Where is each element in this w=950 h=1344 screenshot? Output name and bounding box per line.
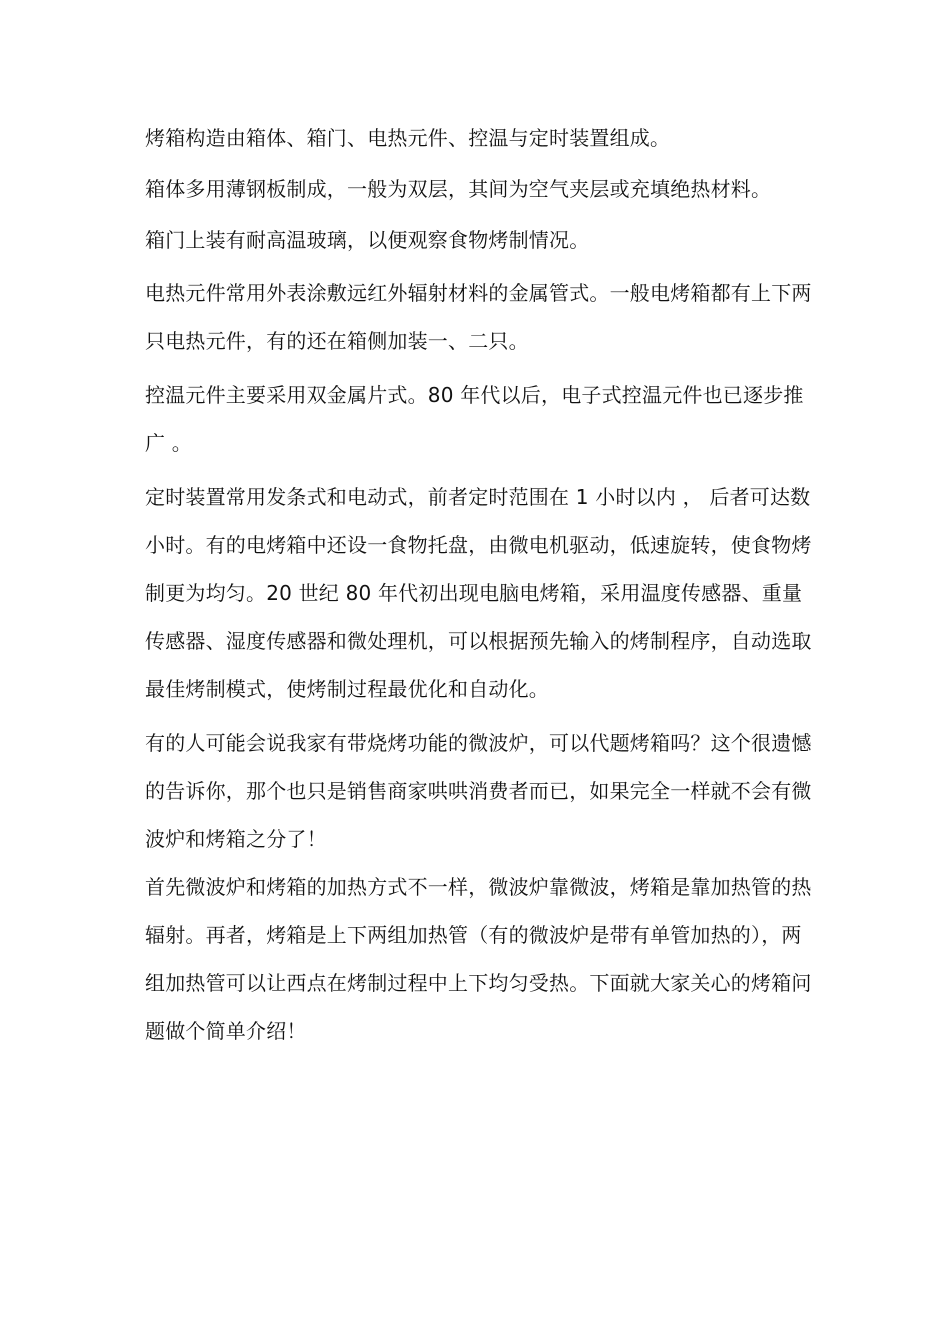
paragraph-oven-body: 箱体多用薄钢板制成，一般为双层，其间为空气夹层或充填绝热材料。 bbox=[145, 177, 772, 201]
paragraph-oven-structure: 烤箱构造由箱体、箱门、电热元件、控温与定时装置组成。 bbox=[145, 126, 671, 150]
document-body bbox=[145, 114, 815, 1055]
paragraph-temperature-control: 控温元件主要采用双金属片式。80 年代以后，电子式控温元件也已逐步推广 。 bbox=[145, 383, 804, 455]
paragraph-timer-device: 定时装置常用发条式和电动式，前者定时范围在 1 小时以内 ， 后者可达数小时。有的电烤箱中还设一食物托盘，由微电机驱动，低速旋转，使食物烤制更为均匀。20 世纪 80 年代初出现电脑电烤箱，采用温度传感器、重量传感器、湿度传感器和微处理机，可以根据预先输入的烤制程序，自动选取最佳烤制模式，使烤制过程最优化和自动化。 bbox=[145, 485, 812, 701]
paragraph-microwave-question: 有的人可能会说我家有带烧烤功能的微波炉，可以代题烤箱吗？这个很遗憾的告诉你，那个也只是销售商家哄哄消费者而已，如果完全一样就不会有微波炉和烤箱之分了！ bbox=[145, 731, 812, 851]
paragraph-oven-door: 箱门上装有耐高温玻璃，以便观察食物烤制情况。 bbox=[145, 228, 590, 252]
paragraph-heating-elements: 电热元件常用外表涂敷远红外辐射材料的金属管式。一般电烤箱都有上下两只电热元件，有的还在箱侧加装一、二只。 bbox=[145, 281, 812, 353]
paragraph-heating-difference: 首先微波炉和烤箱的加热方式不一样，微波炉靠微波，烤箱是靠加热管的热辐射。再者，烤箱是上下两组加热管（有的微波炉是带有单管加热的），两组加热管可以让西点在烤制过程中上下均匀受热。下面就大家关心的烤箱问题做个简单介绍！ bbox=[145, 875, 812, 1043]
